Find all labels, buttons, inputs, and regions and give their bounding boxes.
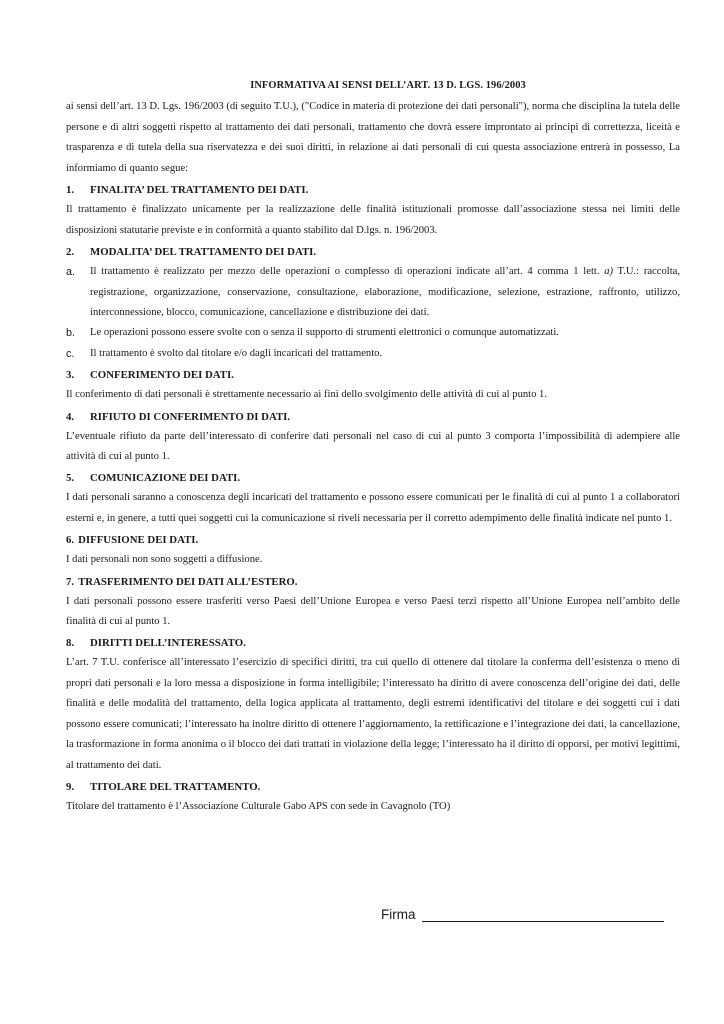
list-item-text: Il trattamento è svolto dal titolare e/o dagli incaricati del trattamento. (90, 347, 383, 359)
section-title: TITOLARE DEL TRATTAMENTO. (90, 780, 261, 793)
section-number: 3. (66, 369, 75, 382)
list-item (66, 323, 680, 343)
section-title: FINALITA’ DEL TRATTAMENTO DEI DATI. (90, 184, 309, 197)
section-title: CONFERIMENTO DEI DATI. (90, 369, 234, 382)
section-number: 4. (66, 410, 75, 423)
section-title: MODALITA’ DEL TRATTAMENTO DEI DATI. (90, 246, 317, 259)
section-heading-diritti (66, 634, 680, 652)
section-heading-trasferimento (66, 573, 680, 591)
section-text-conferimento: Il conferimento di dati personali è strettamente necessario ai fini dello svolgimento delle attività di cui al punto 1. (66, 389, 547, 401)
signature-block (381, 906, 664, 922)
list-item (66, 344, 680, 364)
section-heading-comunicazione (66, 469, 680, 487)
list-item-italic-ref: a) (604, 266, 614, 278)
section-text-comunicazione: I dati personali saranno a conoscenza degli incaricati del trattamento e possono essere comunicati per le finalità di cui al punto 1 a collaboratori esterni e, in genere, a tutti quei soggetti cui la comunicazione si riveli necessaria per il corretto adempimento delle finalità indicate nel punto 1. (66, 492, 680, 524)
signature-line[interactable] (422, 906, 664, 922)
document-page (66, 80, 680, 817)
section-text-titolare: Titolare del trattamento è l’Associazione Culturale Gabo APS con sede in Cavagnolo (TO) (66, 800, 451, 812)
section-text-rifiuto: L’eventuale rifiuto da parte dell’interessato di conferire dati personali nel caso di cui al punto 3 comporta l’impossibilità di adempiere alle attività di cui al punto 1. (66, 430, 680, 463)
section-heading-conferimento (66, 366, 680, 384)
signature-label: Firma (381, 907, 416, 922)
section-number: 6. (66, 534, 75, 547)
section-title: DIRITTI DELL’INTERESSATO. (90, 637, 246, 650)
section-number: 7. (66, 575, 75, 588)
section-heading-finalita (66, 181, 680, 199)
list-item-text-part: Il trattamento è realizzato per mezzo delle operazioni o complesso di operazioni indicate all’art. 4 comma 1 lett. (90, 266, 605, 278)
section-title: TRASFERIMENTO DEI DATI ALL’ESTERO. (78, 575, 298, 588)
section-number: 8. (66, 637, 75, 650)
list-marker: b. (66, 327, 76, 340)
section-title: DIFFUSIONE DEI DATI. (78, 534, 199, 547)
list-marker: c. (66, 347, 75, 360)
section-number: 9. (66, 780, 75, 793)
document-title: INFORMATIVA AI SENSI DELL’ART. 13 D. LGS. 196/2003 (250, 80, 526, 91)
section-heading-titolare (66, 778, 680, 796)
list-item-text: Le operazioni possono essere svolte con o senza il supporto di strumenti elettronici o comunque automatizzati. (90, 327, 559, 339)
section-text-finalita: Il trattamento è finalizzato unicamente per la realizzazione delle finalità istituzionali promosse dall’associazione stessa nei limiti delle disposizioni statutarie previste e in conformità a quanto stabilito dal D.lgs. n. 196/2003. (66, 204, 680, 236)
section-heading-diffusione (66, 531, 680, 549)
section-title: RIFIUTO DI CONFERIMENTO DI DATI. (90, 410, 291, 423)
section-number: 2. (66, 246, 75, 259)
section-number: 5. (66, 472, 75, 485)
list-marker: a. (66, 266, 76, 279)
intro-paragraph: ai sensi dell’art. 13 D. Lgs. 196/2003 (di seguito T.U.), ("Codice in materia di protezione dei dati personali"), norma che disciplina la tutela delle persone e di altri soggetti rispetto al trattamento dei dati personali, trattamento che dovrà essere improntato ai principi di correttezza, liceità e trasparenza e di tutela della sua riservatezza e dei suoi diritti, in relazione ai dati personali di cui questa associazione entrerà in possesso, La informiamo di quanto segue: (66, 101, 680, 174)
list-item (66, 262, 680, 323)
section-text-diffusione: I dati personali non sono soggetti a diffusione. (66, 554, 263, 566)
modalita-list (66, 262, 680, 364)
list-item-text-part: T.U.: raccolta, registrazione, organizzazione, conservazione, consultazione, elaborazione, modificazione, selezione, estrazione, raffronto, utilizzo, interconnessione, blocco, comunicazione, cancellazione e distribuzione dei dati. (90, 266, 680, 318)
section-text-diritti: L’art. 7 T.U. conferisce all’interessato l’esercizio di specifici diritti, tra cui quello di ottenere dal titolare la conferma dell’esistenza o meno di propri dati personali e la loro messa a disposizione in forma intelligibile; l’interessato ha diritto di avere conoscenza dell’origine dei dati, delle finalità e delle modalità del trattamento, della logica applicata al trattamento, degli estremi identificativi del titolare e dei soggetti cui i dati possono essere comunicati; l’interessato ha inoltre diritto di ottenere l’aggiornamento, la rettificazione e l’integrazione dei dati, la cancellazione, la trasformazione in forma anonima o il blocco dei dati trattati in violazione della legge; l’interessato ha il diritto di opporsi, per motivi legittimi, al trattamento dei dati. (66, 657, 680, 771)
section-title: COMUNICAZIONE DEI DATI. (90, 472, 241, 485)
list-item-text (90, 262, 680, 323)
section-heading-rifiuto (66, 408, 680, 426)
section-number: 1. (66, 184, 75, 197)
section-text-trasferimento: I dati personali possono essere trasferiti verso Paesi dell’Unione Europea e verso Paesi terzi rispetto all’Unione Europea nell’ambito delle finalità di cui al punto 1. (66, 595, 680, 628)
section-heading-modalita (66, 243, 680, 261)
